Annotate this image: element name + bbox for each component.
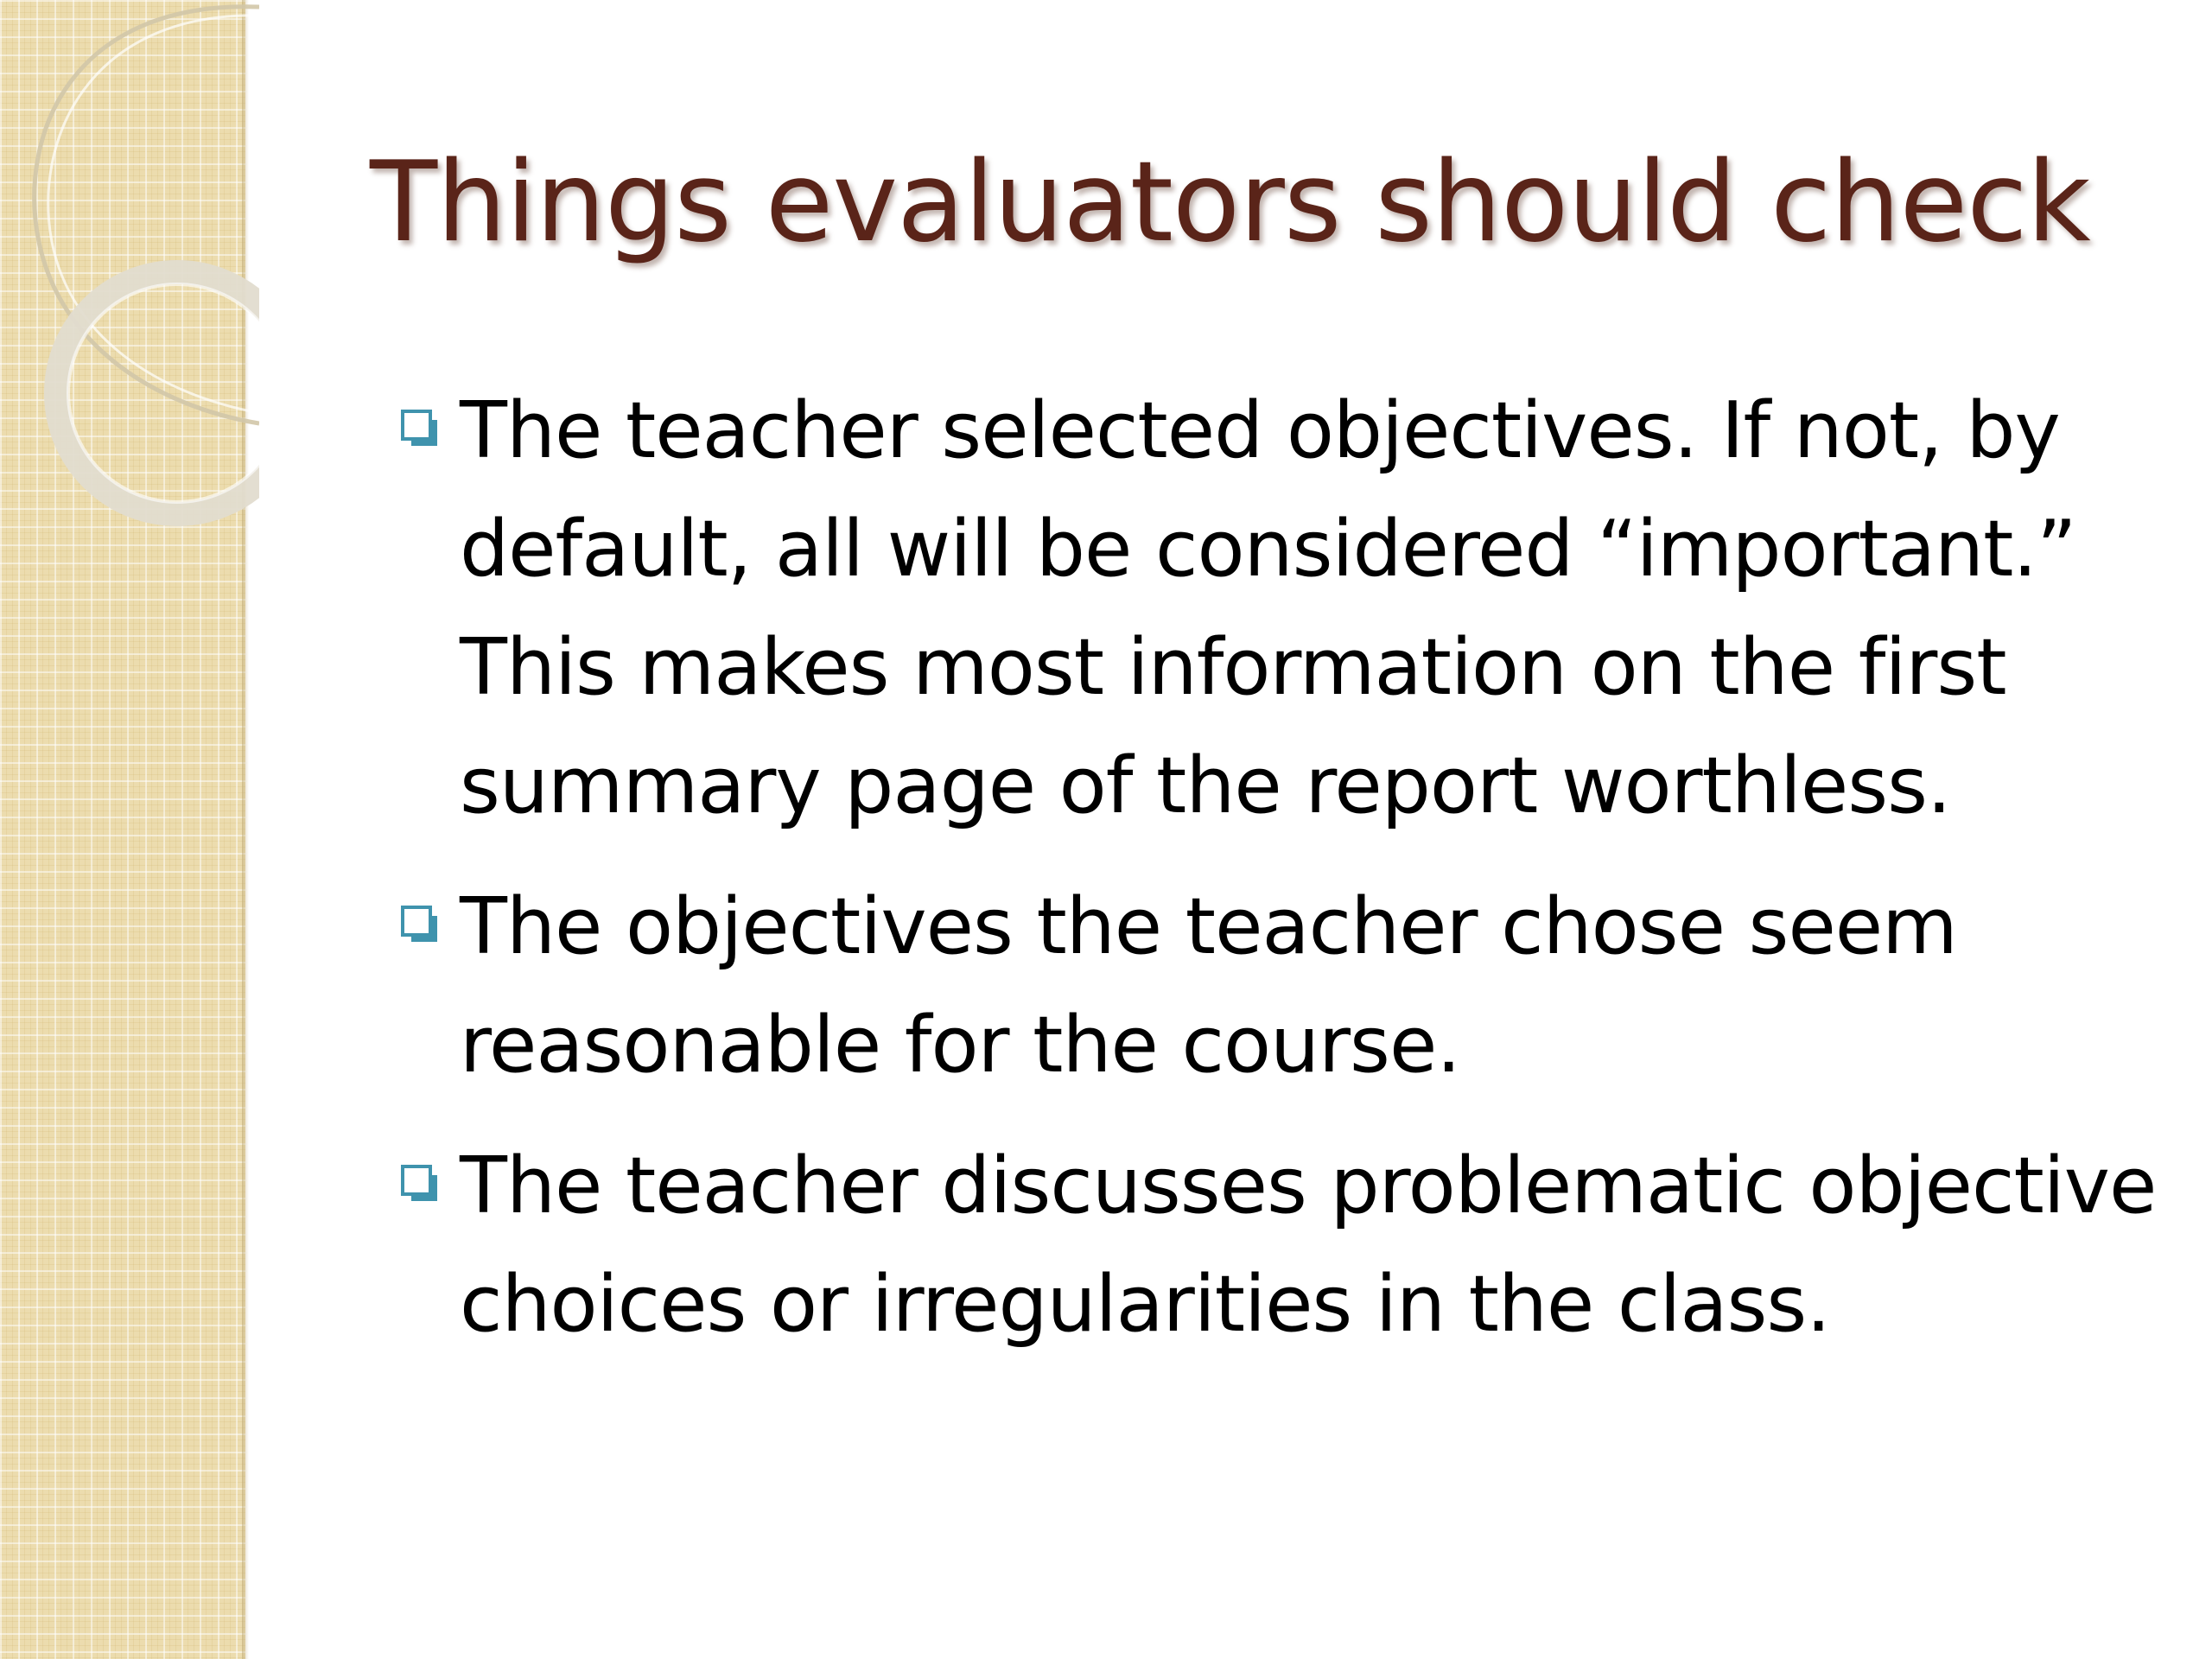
square-bullet-icon (401, 410, 439, 448)
list-item (380, 868, 2160, 1104)
slide-title: Things evaluators should check (370, 138, 2090, 267)
square-bullet-icon (401, 1165, 439, 1203)
list-item (380, 372, 2160, 845)
decorative-rings-icon (0, 0, 259, 553)
square-bullet-icon (401, 906, 439, 944)
bullet-text: The teacher discusses problematic objective choices or irregularities in the class. (460, 1141, 2157, 1350)
list-item (380, 1127, 2160, 1363)
bullet-list (380, 372, 2160, 1386)
bullet-text: The objectives the teacher chose seem reasonable for the course. (460, 881, 1957, 1090)
bullet-text: The teacher selected objectives. If not, by default, all will be considered “important.” This makes most information on the first summary page of the report worthless. (460, 385, 2076, 831)
